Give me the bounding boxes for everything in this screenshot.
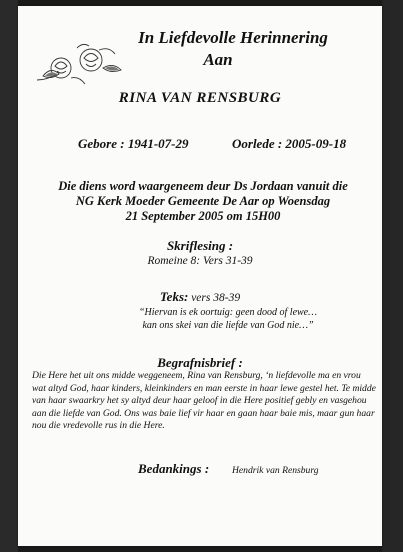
- text-verse: vers 38-39: [188, 292, 241, 304]
- scan-right-edge: [382, 0, 403, 552]
- funeral-letter-heading: Begrafnisbrief :: [157, 355, 243, 370]
- text-reference: [18, 289, 382, 305]
- scripture-heading: Skriflesing :: [166, 238, 234, 253]
- birth-date: Gebore : 1941-07-29: [78, 136, 189, 151]
- heading-line-1: In Liefdevolle Herinnering: [138, 28, 328, 47]
- thanks-label: Bedankings :: [138, 461, 210, 476]
- bible-quote: [108, 306, 348, 332]
- memorial-card: [18, 6, 382, 546]
- quote-line-1: “Hiervan is ek oortuig: geen dood of lewe…: [138, 307, 318, 318]
- text-label: Teks:: [159, 289, 189, 304]
- service-line-3: 21 September 2005 om 15H00: [125, 209, 281, 223]
- funeral-letter-body: Die Here het uit ons midde weggeneem, Rina van Rensburg, ‘n liefdevolle ma en vrou wat altyd God, haar kinders, kleinkinders en man eerste in haar lewe gestel het. Te midde van haar swaarkry het sy altyd deur haar geloof in die Here positief gebly en vasgehou aan die liefde van God. Ons was baie lief vir haar en gaan haar baie mis, maar gun haar nou die vredevolle rus in die Here.: [32, 370, 376, 432]
- rose-flowers-icon: [33, 38, 125, 88]
- service-line-1: Die diens word waargeneem deur Ds Jordaan vanuit die: [58, 179, 348, 193]
- deceased-name: RINA VAN RENSBURG: [118, 90, 282, 106]
- thanks-name: Hendrik van Rensburg: [232, 465, 319, 476]
- quote-line-2: kan ons skei van die liefde van God nie…”: [142, 320, 314, 331]
- scripture-reference: Romeine 8: Vers 31-39: [147, 255, 253, 267]
- scan-left-edge: [0, 0, 18, 552]
- service-line-2: NG Kerk Moeder Gemeente De Aar op Woensdag: [75, 194, 331, 208]
- death-date: Oorlede : 2005-09-18: [232, 136, 347, 151]
- heading-line-2: Aan: [203, 50, 233, 69]
- service-details: [48, 179, 358, 224]
